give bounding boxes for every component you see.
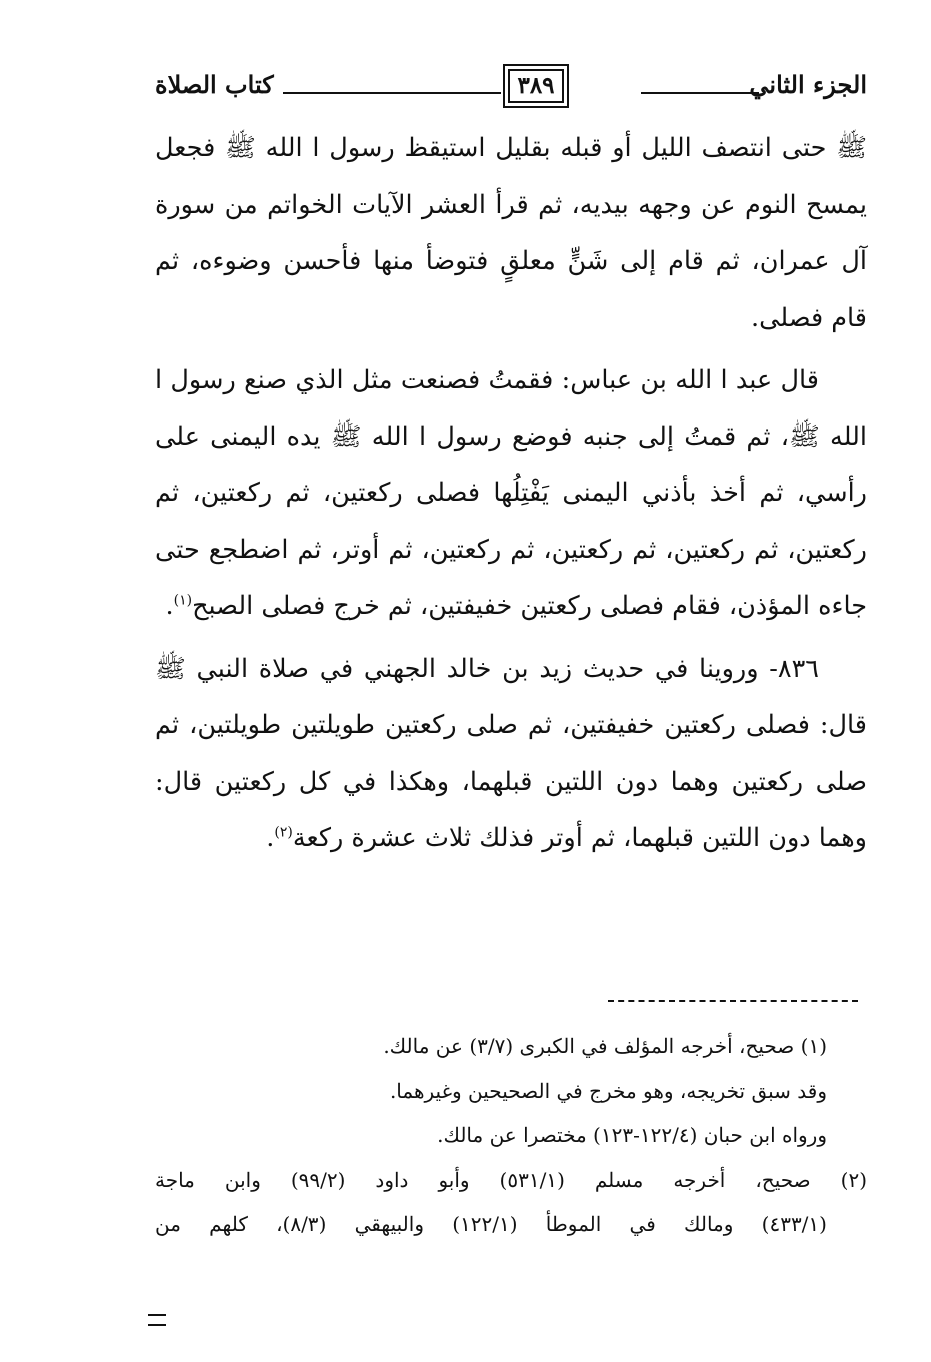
book-title: كتاب الصلاة <box>155 70 274 99</box>
paragraph-1 <box>155 120 867 346</box>
footnote-1-line-1: (١) صحيح، أخرجه المؤلف في الكبرى (٣/٧) عن مالك. <box>383 1034 827 1058</box>
footnote-2-line-2: (٤٣٣/١) ومالك في الموطأ (١٢٢/١) والبيهقي (٨/٣)، كلهم من <box>155 1212 827 1236</box>
continuation-mark <box>148 1314 166 1326</box>
footnote-ref-2[interactable]: (٢) <box>274 824 293 841</box>
footnote-1-line-3: ورواه ابن حبان (١٢٢/٤-١٢٣) مختصرا عن مالك. <box>437 1123 827 1147</box>
footnotes <box>155 1024 867 1247</box>
paragraph-3 <box>155 641 867 867</box>
header-rule-left <box>283 92 501 94</box>
main-text <box>155 120 867 873</box>
volume-title: الجزء الثاني <box>749 70 867 99</box>
paragraph-2-text: قال عبد ا الله بن عباس: فقمتُ فصنعت مثل الذي صنع رسول ا الله ﷺ، ثم قمتُ إلى جنبه فوضع رسول ا الله ﷺ يده اليمنى على رأسي، ثم أخذ بأذني اليمنى يَفْتِلُها فصلى ركعتين، ثم ركعتين، ثم ركعتين، ثم ركعتين، ثم ركعتين، ثم ركعتين، ثم أوتر، ثم اضطجع حتى جاءه المؤذن، فقام فصلى ركعتين خفيفتين، ثم خرج فصلى الصبح <box>155 365 867 621</box>
paragraph-2 <box>155 352 867 635</box>
paragraph-1-text: ﷺ حتى انتصف الليل أو قبله بقليل استيقظ رسول ا الله ﷺ فجعل يمسح النوم عن وجهه بيديه، ثم قرأ العشر الآيات الخواتم من سورة آل عمران، ثم قام إلى شَنٍّ معلقٍ فتوضأ منها فأحسن وضوءه، ثم قام فصلى. <box>155 133 867 333</box>
page-number: ٣٨٩ <box>503 64 569 108</box>
header-rule-right <box>641 92 759 94</box>
footnote-ref-1[interactable]: (١) <box>173 592 193 609</box>
paragraph-3-text: ٨٣٦- وروينا في حديث زيد بن خالد الجهني في صلاة النبي ﷺ قال: فصلى ركعتين خفيفتين، ثم صلى ركعتين طويلتين طويلتين، ثم صلى ركعتين وهما دون اللتين قبلهما، وهكذا في كل ركعتين قال: وهما دون اللتين قبلهما، ثم أوتر فذلك ثلاث عشرة ركعة <box>155 653 867 853</box>
footnote-2-line-1: (٢) صحيح، أخرجه مسلم (٥٣١/١) وأبو داود (٩٩/٢) وابن ماجة <box>155 1167 867 1192</box>
paragraph-2-end: . <box>165 591 174 621</box>
footnote-1-line-2: وقد سبق تخريجه، وهو مخرج في الصحيحين وغيرهما. <box>389 1078 827 1103</box>
paragraph-3-end: . <box>266 823 275 853</box>
footnote-separator <box>608 1000 858 1002</box>
page-header <box>155 62 867 114</box>
